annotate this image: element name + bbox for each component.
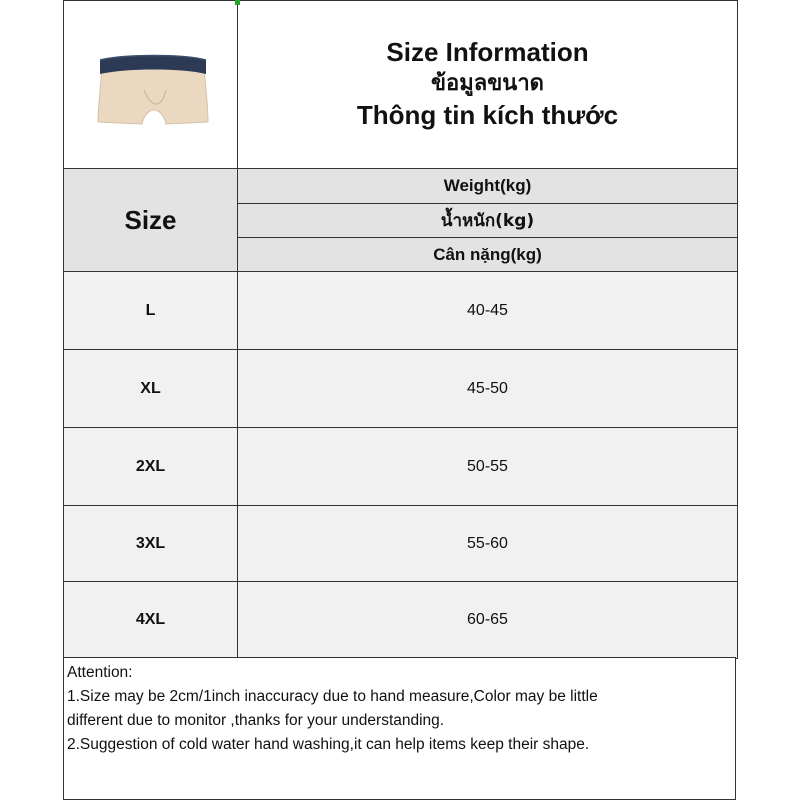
weight-header-th: น้ำหนัก(kg)	[237, 203, 738, 238]
notes-line: 1.Size may be 2cm/1inch inaccuracy due to hand measure,Color may be little	[67, 688, 598, 705]
title-vietnamese: Thông tin kích thước	[356, 99, 619, 130]
title-thai: ข้อมูลขนาด	[431, 71, 544, 97]
size-cell: XL	[63, 349, 238, 428]
notes-line: 2.Suggestion of cold water hand washing,it can help items keep their shape.	[67, 736, 590, 753]
weight-cell: 45-50	[237, 349, 738, 428]
size-cell: 4XL	[63, 581, 238, 659]
notes-heading: Attention:	[67, 664, 133, 681]
title-english: Size Information	[386, 37, 589, 68]
title-cell	[237, 0, 738, 169]
size-cell: 3XL	[63, 505, 238, 582]
weight-header-en: Weight(kg)	[237, 168, 738, 204]
size-cell: L	[63, 271, 238, 350]
weight-cell: 40-45	[237, 271, 738, 350]
product-image-cell	[63, 0, 238, 169]
boxer-briefs-image	[86, 30, 216, 140]
weight-cell: 50-55	[237, 427, 738, 506]
attention-notes	[63, 657, 736, 800]
corner-mark	[235, 0, 240, 5]
weight-cell: 55-60	[237, 505, 738, 582]
size-column-header: Size	[63, 168, 238, 272]
weight-cell: 60-65	[237, 581, 738, 659]
notes-line: different due to monitor ,thanks for your understanding.	[67, 712, 445, 729]
size-cell: 2XL	[63, 427, 238, 506]
weight-header-vi: Cân nặng(kg)	[237, 237, 738, 272]
